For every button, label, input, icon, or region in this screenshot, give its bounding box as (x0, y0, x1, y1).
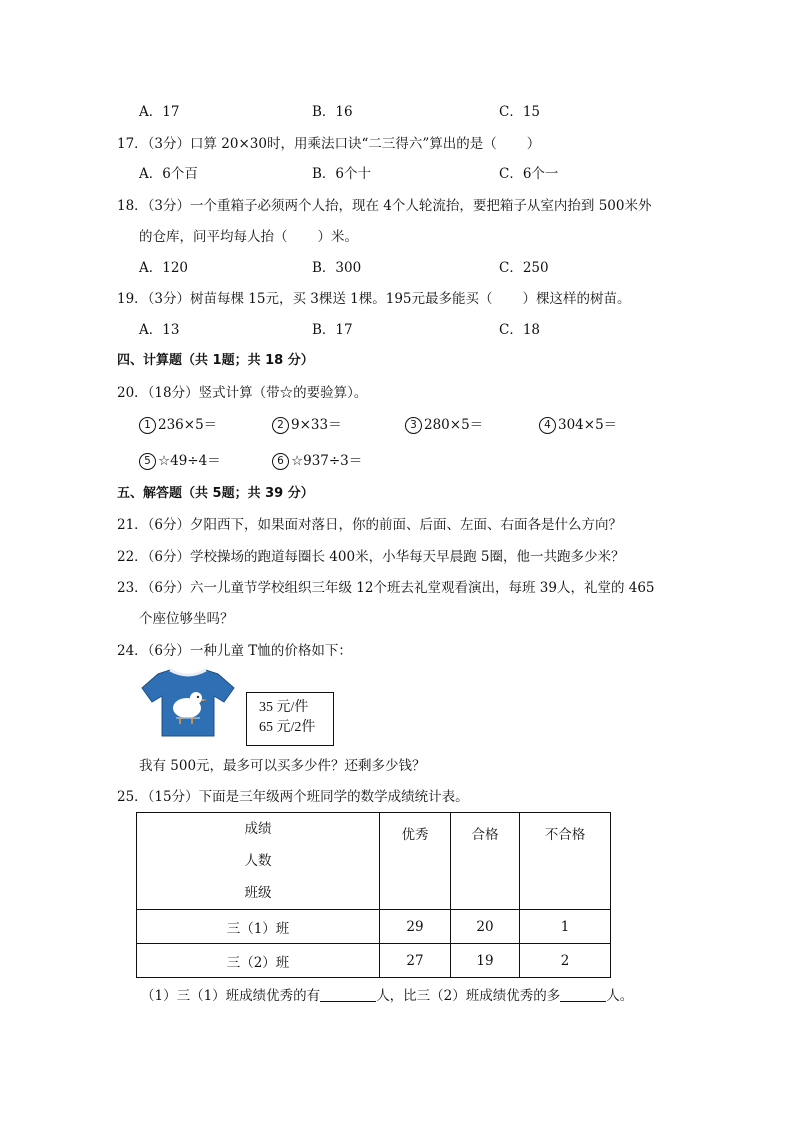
table-cell: 19 (451, 944, 520, 978)
q20-item-2: 2 9×33＝ (272, 415, 342, 435)
section-title-calculation: 四、计算题（共 1题；共 18 分） (117, 353, 314, 368)
q20-item-6: 6 ☆937÷3＝ (272, 451, 362, 471)
price-pair: 65 元/2件 (259, 720, 316, 735)
q24-stem: 24．（6分）一种儿童 T恤的价格如下： (117, 643, 352, 659)
q25-stem: 25．（15分）下面是三年级两个班同学的数学成绩统计表。 (117, 789, 469, 805)
price-box (246, 692, 334, 746)
circled-number: 1 (139, 417, 156, 434)
q22-stem: 22．（6分）学校操场的跑道每圈长 400米，小华每天早晨跑 5圈，他一共跑多少米？ (117, 549, 625, 565)
q20-item-3: 3 280×5＝ (405, 415, 483, 435)
q20-item-4: 4 304×5＝ (539, 415, 617, 435)
table-row-label: 三（1）班 (137, 910, 380, 944)
q17-option-c: C．6个一 (499, 166, 559, 182)
score-table (136, 812, 611, 978)
table-cell: 1 (520, 910, 611, 944)
table-corner-header: 成绩 人数 班级 (137, 813, 380, 910)
circled-number: 5 (139, 453, 156, 470)
q20-stem: 20．（18分）竖式计算（带☆的要验算）。 (117, 385, 368, 401)
q20-item-1: 1 236×5＝ (139, 415, 217, 435)
q19-option-b: B．17 (312, 322, 353, 338)
circled-number: 4 (539, 417, 556, 434)
q20-item-5: 5 ☆49÷4＝ (139, 451, 221, 471)
section-title-word-problems: 五、解答题（共 5题；共 39 分） (117, 486, 314, 501)
q19-option-a: A．13 (139, 322, 180, 338)
table-row-label: 三（2）班 (137, 944, 380, 978)
table-cell: 29 (380, 910, 451, 944)
answer-blank[interactable] (320, 987, 376, 1002)
q18-stem-line1: 18．（3分）一个重箱子必须两个人抬，现在 4个人轮流抬，要把箱子从室内抬到 500米外 (117, 198, 652, 214)
table-cell: 20 (451, 910, 520, 944)
tshirt-image (140, 666, 236, 738)
q18-stem-line2: 的仓库，问平均每人抬（ ）米。 (139, 229, 358, 245)
table-cell: 2 (520, 944, 611, 978)
q16-option-b: B．16 (312, 104, 353, 120)
q25-subquestion-1: （1）三（1）班成绩优秀的有 人，比三（2）班成绩优秀的多 人。 (141, 988, 634, 1004)
table-header-cell: 不合格 (520, 813, 611, 910)
q19-option-c: C．18 (499, 322, 541, 338)
q19-stem: 19．（3分）树苗每棵 15元，买 3棵送 1棵。195元最多能买（ ）棵这样的树苗。 (117, 291, 631, 307)
q16-option-a: A．17 (139, 104, 180, 120)
q23-stem-line1: 23．（6分）六一儿童节学校组织三年级 12个班去礼堂观看演出，每班 39人，礼堂的 465 (117, 580, 655, 596)
q21-stem: 21．（6分）夕阳西下，如果面对落日，你的前面、后面、左面、右面各是什么方向？ (117, 517, 623, 533)
table-row (137, 910, 611, 944)
table-cell: 27 (380, 944, 451, 978)
q18-option-b: B．300 (312, 260, 362, 276)
q17-option-a: A．6个百 (139, 166, 198, 182)
price-single: 35 元/件 (259, 700, 309, 715)
circled-number: 2 (272, 417, 289, 434)
q18-option-a: A．120 (139, 260, 189, 276)
answer-blank[interactable] (560, 987, 606, 1002)
q23-stem-line2: 个座位够坐吗？ (139, 611, 234, 627)
table-header-row (137, 813, 611, 910)
q17-stem: 17．（3分）口算 20×30时，用乘法口诀“二三得六”算出的是（ ） (117, 136, 541, 152)
table-header-cell: 优秀 (380, 813, 451, 910)
q24-question: 我有 500元，最多可以买多少件？还剩多少钱？ (139, 758, 426, 774)
q17-option-b: B．6个十 (312, 166, 372, 182)
table-header-cell: 合格 (451, 813, 520, 910)
q18-option-c: C．250 (499, 260, 549, 276)
circled-number: 3 (405, 417, 422, 434)
q16-option-c: C．15 (499, 104, 541, 120)
circled-number: 6 (272, 453, 289, 470)
table-row (137, 944, 611, 978)
